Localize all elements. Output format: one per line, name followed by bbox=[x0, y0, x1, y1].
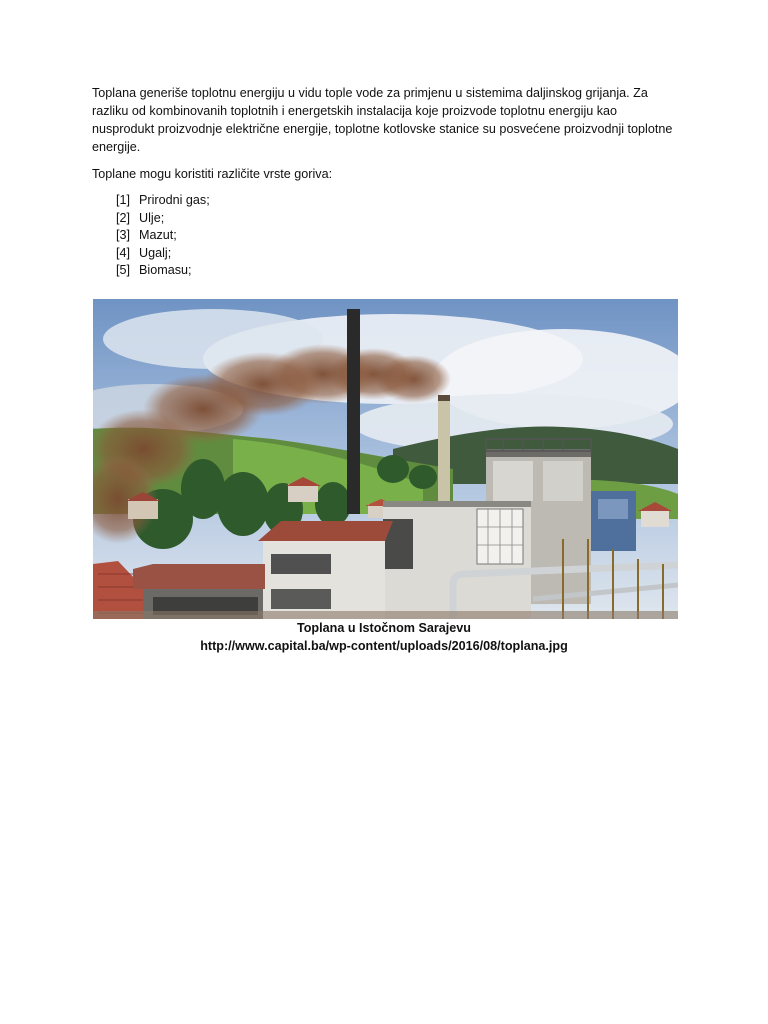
photo-illustration bbox=[93, 299, 678, 619]
intro-paragraph: Toplana generiše toplotnu energiju u vidu tople vode za primjenu u sistemima daljinskog grijanja. Za razliku od kombinovanih toplotnih i energetskih instalacija koje proizvode toplotnu energiju kao nusprodukt proizvodnje električne energije, toplotne kotlovske stanice su posvećene proizvodnji toplotne energije. bbox=[92, 86, 673, 154]
list-item: [3] Mazut; bbox=[116, 228, 177, 242]
list-item: [4] Ugalj; bbox=[116, 245, 172, 260]
list-item: [1] Prirodni gas; bbox=[116, 193, 210, 207]
figure-caption: Toplana u Istočnom Sarajevu bbox=[296, 621, 472, 635]
figure-source-url: http://www.capital.ba/wp-content/uploads/2016/08/toplana.jpg bbox=[200, 639, 568, 653]
fuels-intro-paragraph: Toplane mogu koristiti različite vrste goriva: bbox=[92, 167, 333, 181]
heating-plant-photo bbox=[93, 299, 678, 619]
list-item: [5] Biomasu; bbox=[116, 263, 192, 277]
list-item: [2] Ulje; bbox=[116, 210, 165, 225]
fuel-list bbox=[116, 192, 682, 280]
document-body bbox=[92, 84, 682, 280]
